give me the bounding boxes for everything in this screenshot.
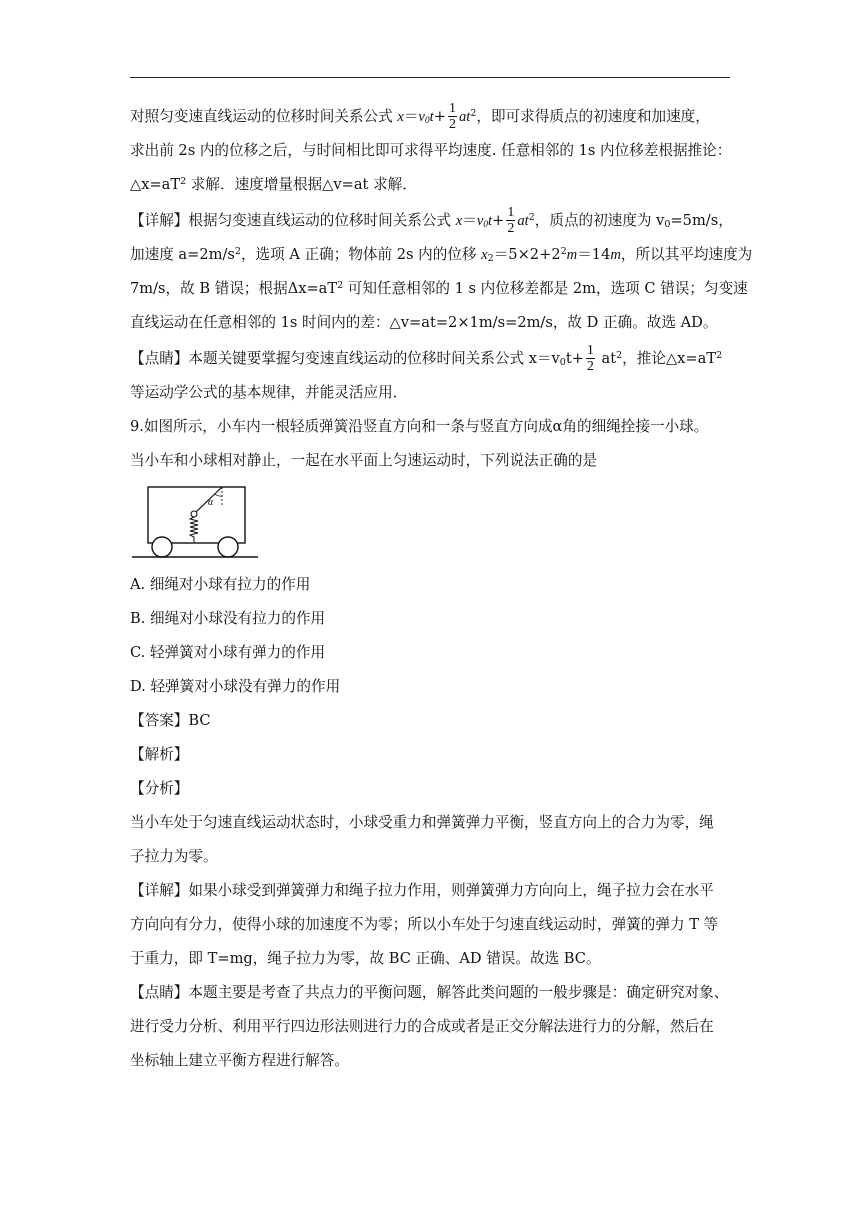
document-body (130, 100, 753, 1078)
detail-line-4: 直线运动在任意相邻的 1s 时间内的差：△v=at=2×1m/s=2m/s，故 D 正确。故选 AD。 (130, 314, 718, 331)
analysis-heading: 【解析】 (130, 746, 189, 763)
analysis-subheading: 【分析】 (130, 780, 189, 797)
comment-line-1: 【点睛】本题关键要掌握匀变速直线运动的位移时间关系公式 $x=v_0t+$ $\frac{1}{2}$ $at^2$，推论$\triangle x=aT^2$ (130, 342, 723, 374)
left-wheel (152, 537, 172, 557)
answer: 【答案】BC (130, 712, 211, 729)
question-9-line-2: 当小车和小球相对静止，一起在水平面上匀速运动时，下列说法正确的是 (130, 452, 598, 469)
cart-diagram (130, 484, 260, 562)
q9-detail-line-2: 方向向有分力，使得小球的加速度不为零；所以小车处于匀速直线运动时，弹簧的弹力 T 等 (130, 916, 719, 933)
spring (190, 517, 198, 543)
detail-line-1: 【详解】根据匀变速直线运动的位移时间关系公式 $x=v_0t+$ $\frac{1}{2}$ $at^2$，质点的初速度为 $v_0=5m/s$， (130, 204, 733, 236)
right-wheel (218, 537, 238, 557)
q9-comment-line-1: 【点睛】本题主要是考查了共点力的平衡问题，解答此类问题的一般步骤是：确定研究对象、 (130, 984, 729, 1001)
analysis-line-2: 求出前 2s 内的位移之后，与时间相比即可求得平均速度. 任意相邻的 1s 内位移差根据推论： (130, 142, 732, 159)
comment-line-2: 等运动学公式的基本规律，并能灵活应用． (130, 384, 408, 401)
q9-comment-line-2: 进行受力分析、利用平行四边形法则进行力的合成或者是正交分解法进行力的分解，然后在 (130, 1018, 714, 1035)
alpha-label: α (208, 497, 214, 508)
fraction-one-half: $\frac{1}{2}$ (448, 100, 456, 132)
option-b: B. 细绳对小球没有拉力的作用 (130, 610, 326, 627)
q9-detail-line-3: 于重力，即 T=mg，绳子拉力为零，故 BC 正确、AD 错误。故选 BC。 (130, 950, 601, 967)
option-d: D. 轻弹簧对小球没有弹力的作用 (130, 678, 341, 695)
q9-detail-line-1: 【详解】如果小球受到弹簧弹力和绳子拉力作用，则弹簧弹力方向向上，绳子拉力会在水平 (130, 882, 714, 899)
ball (191, 511, 197, 517)
fraction-one-half: $\frac{1}{2}$ (586, 342, 594, 374)
alpha-arc (215, 494, 222, 496)
detail-line-3: 7m/s，故 B 错误；根据$\Delta x=aT^2$ 可知任意相邻的 1 s 内位移差都是 2m，选项 C 错误；匀变速 (130, 280, 748, 297)
option-c: C. 轻弹簧对小球有弹力的作用 (130, 644, 326, 661)
question-9-line-1: 9.如图所示，小车内一根轻质弹簧沿竖直方向和一条与竖直方向成α角的细绳拴接一小球。 (130, 418, 709, 435)
fraction-one-half: $\frac{1}{2}$ (507, 204, 515, 236)
option-a: A. 细绳对小球有拉力的作用 (130, 576, 311, 593)
q9-analysis-line-2: 子拉力为零。 (130, 848, 218, 865)
cart-spring-figure (130, 484, 732, 562)
q9-analysis-line-1: 当小车处于匀速直线运动状态时，小球受重力和弹簧弹力平衡，竖直方向上的合力为零，绳 (130, 814, 714, 831)
header-rule (130, 77, 730, 78)
analysis-line-1: 对照匀变速直线运动的位移时间关系公式 $x=v_0t+$ $\frac{1}{2}$ $at^2$，即可求得质点的初速度和加速度， (130, 100, 710, 132)
analysis-line-3: $\triangle x=aT^2$ 求解．速度增量根据△v=at 求解． (130, 176, 417, 193)
q9-comment-line-3: 坐标轴上建立平衡方程进行解答。 (130, 1052, 349, 1069)
detail-line-2: 加速度 $a=2m/s^2$，选项 A 正确；物体前 2s 内的位移 $x_2=5\times 2+2^2m=14m$，所以其平均速度为 (130, 246, 753, 264)
